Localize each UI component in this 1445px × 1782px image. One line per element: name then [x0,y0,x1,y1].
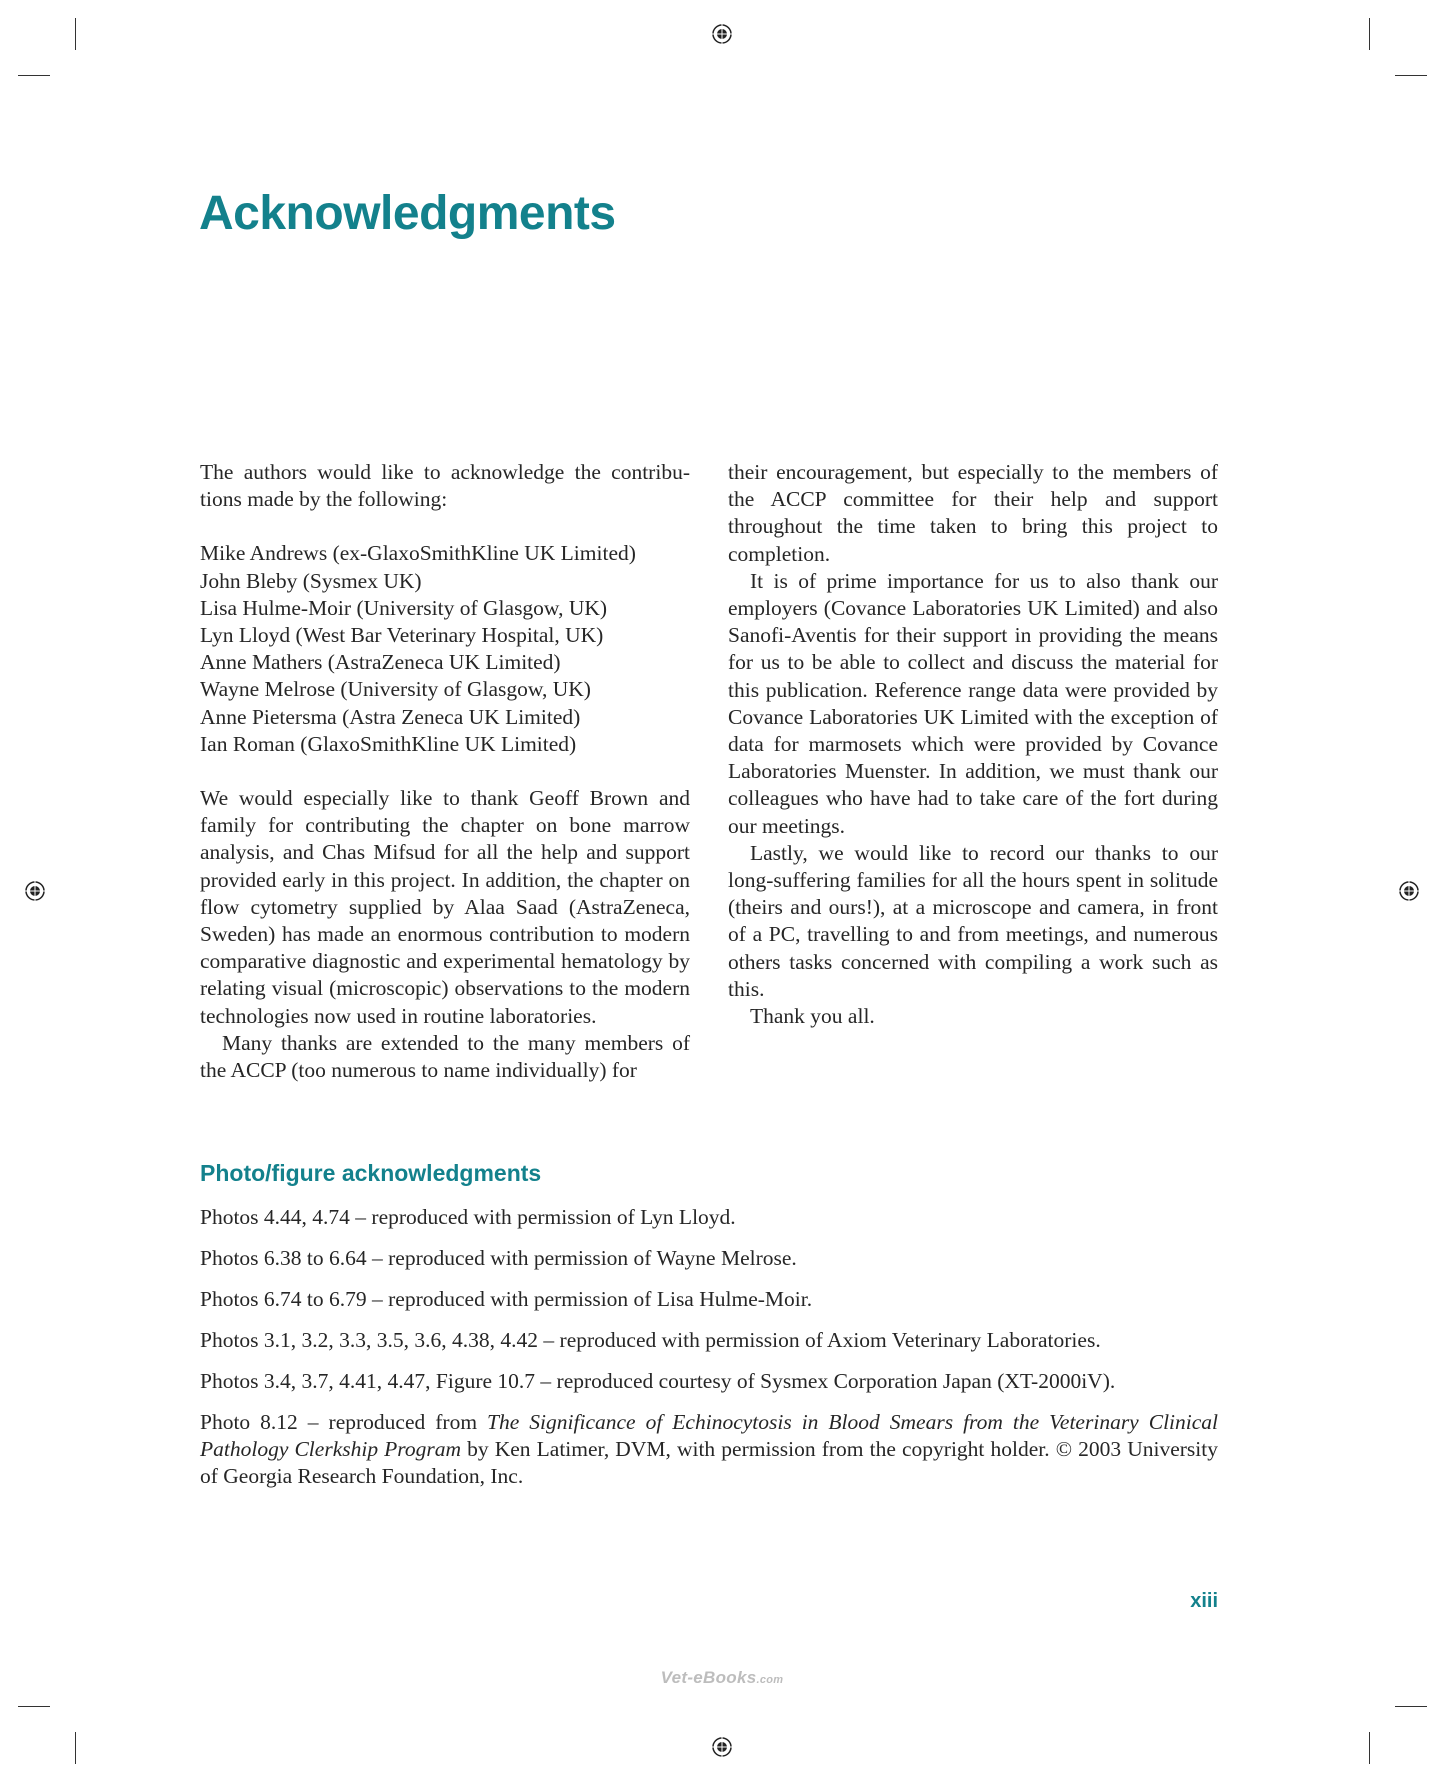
list-item: Photos 6.38 to 6.64 – reproduced with permission of Wayne Melrose. [200,1246,797,1270]
right-column [728,459,1218,1030]
list-item: Wayne Melrose (University of Glasgow, UK) [200,677,591,702]
crop-mark [18,1706,50,1707]
contributor-list [200,540,690,758]
source-title: The Significance of Echinocytosis in Blood Smears from the Veterinary Clinical Pathology Clerkship Program [200,1410,1219,1462]
list-item: Anne Pietersma (Astra Zeneca UK Limited) [200,704,581,729]
employers-paragraph: It is of prime importance for us to also thank our employers (Covance Laboratories UK Limited) and also Sanofi-Aventis for their support in providing the means for us to be able to collect and discuss the material for this publication. Reference range data were provided by Covance Laboratories UK Limited with the exception of data for marmosets which were provided by Covance Laboratories Muenster. In addition, we must thank our colleagues who have had to take care of the fort during our meetings. [728,568,1218,838]
list-item: Photos 3.1, 3.2, 3.3, 3.5, 3.6, 4.38, 4.42 – reproduced with permission of Axiom Veterinary Laboratories. [200,1328,1101,1352]
list-item: John Bleby (Sysmex UK) [200,568,422,593]
crop-mark [1395,1706,1427,1707]
registration-mark-icon [24,880,46,902]
thanks-paragraph: We would especially like to thank Geoff Brown and family for contributing the chapter on bone marrow analysis, and Chas Mifsud for all the help and support provided early in this project. In addition, the chapter on flow cytometry supplied by Alaa Saad (AstraZeneca, Sweden) has made an enormous contribution to modern comparative diagnostic and experimental hematology by relating visual (microscopic) observations to the modern technologies now used in routine laboratories. [200,786,690,1028]
photo-acknowledgment-list [200,1204,1218,1504]
list-item: Anne Mathers (AstraZeneca UK Limited) [200,650,561,675]
page-number: xiii [1190,1590,1218,1612]
crop-mark [1395,75,1427,76]
list-item: Mike Andrews (ex-GlaxoSmithKline UK Limited) [200,541,636,566]
left-column [200,459,690,1084]
continuation-paragraph: their encouragement, but especially to the members of the ACCP committee for their help and support throughout the time taken to bring this project to completion. [728,460,1218,566]
list-item: Photos 6.74 to 6.79 – reproduced with permission of Lisa Hulme-Moir. [200,1287,813,1311]
list-item: Ian Roman (GlaxoSmithKline UK Limited) [200,731,577,756]
watermark-text: Vet-eBooks [660,1668,757,1687]
watermark-logo [654,1668,790,1688]
registration-mark-icon [711,23,733,45]
watermark-suffix: .com [756,1674,784,1686]
list-item: Photos 4.44, 4.74 – reproduced with permission of Lyn Lloyd. [200,1205,736,1229]
closing-line: Thank you all. [750,1004,875,1029]
registration-mark-icon [711,1736,733,1758]
crop-mark [75,18,76,50]
page-title: Acknowledgments [199,187,616,240]
families-paragraph: Lastly, we would like to record our thanks to our long-suffering families for all the hours spent in solitude (theirs and ours!), at a microscope and camera, in front of a PC, travelling to and from meetings, and numerous others tasks concerned with compiling a work such as this. [728,840,1218,1001]
crop-mark [75,1732,76,1764]
crop-mark [18,75,50,76]
list-item: Photos 3.4, 3.7, 4.41, 4.47, Figure 10.7 – reproduced courtesy of Sysmex Corporation Japan (XT-2000iV). [200,1369,1116,1393]
list-item [200,1409,1218,1491]
entry-suffix: by Ken Latimer, DVM, with permission from the copyright holder. © 2003 University of Georgia Research Foundation, Inc. [200,1437,1218,1489]
section-heading: Photo/figure acknowledgments [200,1160,542,1186]
crop-mark [1369,1732,1370,1764]
intro-paragraph: The authors would like to acknowledge the contributions made by the following: [200,460,690,512]
list-item: Lisa Hulme-Moir (University of Glasgow, UK) [200,595,608,620]
entry-prefix: Photo 8.12 – reproduced from [200,1410,488,1434]
accp-paragraph: Many thanks are extended to the many members of the ACCP (too numerous to name individually) for [200,1030,690,1083]
crop-mark [1369,18,1370,50]
list-item: Lyn Lloyd (West Bar Veterinary Hospital, UK) [200,623,604,648]
registration-mark-icon [1398,880,1420,902]
